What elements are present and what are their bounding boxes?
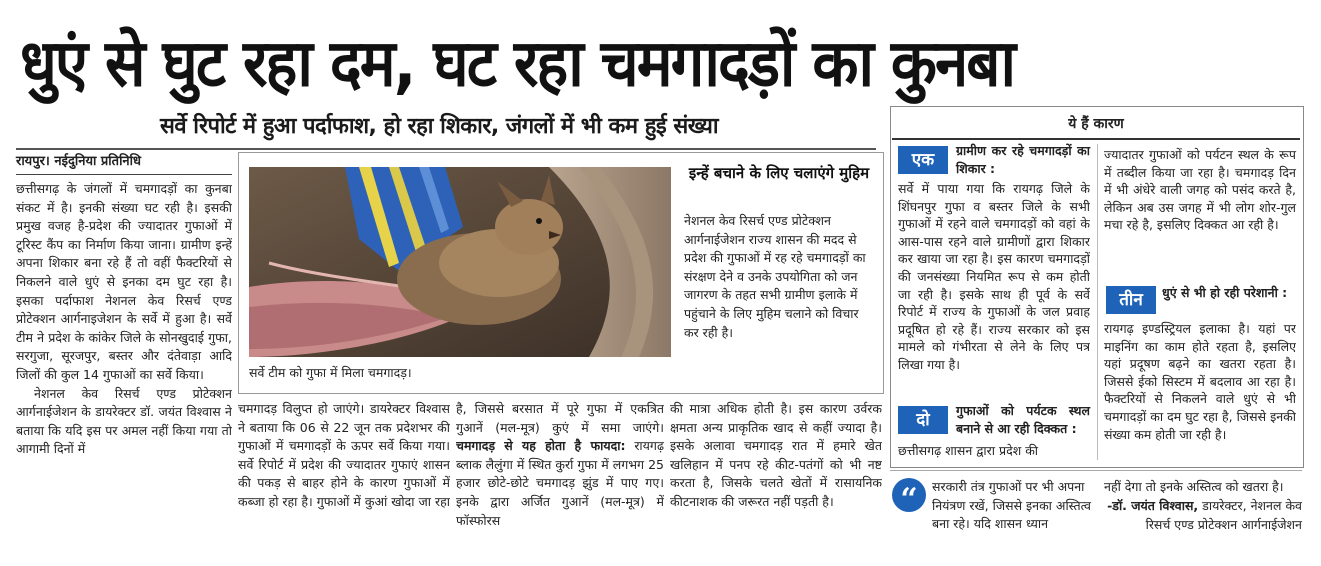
reason-2-badge: दो	[898, 406, 948, 434]
paragraph: रायगढ़ ब्लाक लैलुंगा में स्थित कुर्रा गुफा में लगभग 25 हजार छोटे-छोटे चमगादड़ झुंड में पाए गए। इनके द्वारा अर्जित गुआनें (मल-मूत्र) में फॉस्फोरस	[456, 438, 664, 528]
reason-1-badge: एक	[898, 146, 948, 174]
photo-caption: सर्वे टीम को गुफा में मिला चमगादड़।	[249, 365, 412, 380]
divider	[16, 174, 232, 175]
headline: धुएं से घुट रहा दम, घट रहा चमगादड़ों का कुनबा	[20, 25, 1015, 102]
divider	[890, 470, 1302, 471]
sidebar-title: इन्हें बचाने के लिए चलाएंगे मुहिम	[688, 164, 870, 182]
reason-1-body: सर्वे में पाया गया कि रायगढ़ जिले के शिंघनपुर गुफा व बस्तर जिले के सभी गुफाओं में रहने वाले चमगादड़ों को वहां के आस-पास रहने वाले ग्रामीणों द्वारा शिकार कर खाया जा रहा है। इस कारण चमगादड़ों की जनसंख्या नियमित रूप से कम होती जा रही है। इसके साथ ही पूर्व के सर्वे रिपोर्ट में राज्य के गुफाओं के जल प्रवाह प्रदूषित हो रहे हैं। राज्य सरकार को इस मामले को गंभीरता से लेने के लिए पत्र लिखा गया है।	[898, 181, 1090, 372]
reason-3-body: रायगढ़ इण्डस्ट्रियल इलाका है। यहां पर माइनिंग का काम होते रहता है, इसलिए यहां प्रदूषण बढ़ने का खतरा रहता है। जिससे ईको सिस्टम में बदलाव आ रहा है। फैक्टरियों से निकलने वाले धुएं से भी चमगादड़ों का दम घुट रहा है, जिससे इनकी संख्या कम होती जा रही है।	[1104, 321, 1296, 442]
reasons-title: ये हैं कारण	[1068, 116, 1124, 132]
article-column-3	[456, 400, 664, 560]
article-column-4: की मात्रा अधिक होती है। इस कारण उर्वरक क्षमता अन्य प्राकृतिक खाद से कहीं ज्यादा है। इसके अलावा चमगादड़ रात में हमारे खेत खलिहान में पनप रहे कीट-पतंगों को भी नष्ट करता है, जिसके चलते खेतों में रासायनिक कीटनाशक की जरूरत नहीं पड़ती है।	[670, 401, 882, 509]
byline: रायपुर। नईदुनिया प्रतिनिधि	[16, 154, 142, 169]
attribution-role: डायरेक्टर, नेशनल केव रिसर्च एण्ड प्रोटेक्शन आर्गनाईजेशन	[1145, 498, 1302, 532]
reason-1-heading: ग्रामीण कर रहे चमगादड़ों का शिकार :	[956, 143, 1090, 176]
reason-3-heading: धुएं से भी हो रही परेशानी :	[1162, 285, 1288, 300]
bat-photo	[249, 167, 671, 357]
reason-2-body: छत्तीसगढ़ शासन द्वारा प्रदेश की	[898, 443, 1039, 458]
paragraph: है, जिससे बरसात में पूरे गुफा में एकत्रित गुआनें (मल-मूत्र) कुएं में समा जाएंगे।	[456, 401, 664, 435]
divider	[892, 138, 1300, 140]
quote-text: सरकारी तंत्र गुफाओं पर भी अपना नियंत्रण रखें, जिससे इनका अस्तित्व बना रहे। यदि शासन ध्यान	[932, 479, 1091, 532]
inline-subheading: चमगादड़ से यह होता है फायदा:	[456, 438, 626, 454]
quote-icon: “	[892, 478, 926, 512]
reason-3-badge: तीन	[1106, 286, 1156, 314]
divider	[1097, 144, 1098, 460]
subheadline: सर्वे रिपोर्ट में हुआ पर्दाफाश, हो रहा शिकार, जंगलों में भी कम हुई संख्या	[160, 114, 719, 139]
quote-text-continued: नहीं देगा तो इनके अस्तित्व को खतरा है।	[1104, 479, 1284, 494]
sidebar-body: नेशनल केव रिसर्च एण्ड प्रोटेक्शन आर्गनाईजेशन राज्य शासन की मदद से प्रदेश की गुफाओं में रह रहे चमगादड़ों का संरक्षण देने व उनके उपयोगिता को जन जागरण के तहत सभी ग्रामीण इलाके में पहुंचाने के लिए मुहिम चलाने को विचार कर रही है।	[684, 213, 866, 340]
article-column-2: चमगादड़ विलुप्त हो जाएंगे। डायरेक्टर विश्वास ने बताया कि 06 से 22 जून तक प्रदेशभर की गुफाओं में चमगादड़ों के ऊपर सर्वे किया गया। सर्वे रिपोर्ट में प्रदेश की ज्यादातर गुफाएं शासन की पकड़ से बाहर होने के कारण गुफाओं में कब्जा हो रहा है। गुफाओं में कुआं खोदा जा रहा	[238, 401, 450, 509]
paragraph: छत्तीसगढ़ के जंगलों में चमगादड़ों का कुनबा संकट में है। इनकी संख्या घट रही है। इसकी प्रमुख वजह है-प्रदेश की ज्यादातर गुफाओं में टूरिस्ट कैंप का निर्माण किया जाना। ग्रामीण इन्हें अपना शिकार बना रहे हैं तो वहीं फैक्टरियों से निकलने वाले धुएं से इनका दम घुट रहा है। इसका पर्दाफाश नेशनल केव रिसर्च एण्ड प्रोटेक्शन आर्गनाइजेशन के सर्वे में हुआ है। सर्वे टीम ने प्रदेश के कांकेर जिले के सोनखुदाई गुफा, सरगुजा, सूरजपुर, बस्तर और दंतेवाड़ा आदि जिलों की कुल 14 गुफाओं का सर्वे किया।	[16, 181, 232, 382]
attribution-name: -डॉ. जयंत विश्वास,	[1107, 498, 1199, 513]
divider	[16, 148, 876, 150]
paragraph: नेशनल केव रिसर्च एण्ड प्रोटेक्शन आर्गनाईजेशन के डायरेक्टर डॉ. जयंत विश्वास ने बताया कि यदि इस पर अमल नहीं किया गया तो आगामी दिनों में	[16, 385, 232, 457]
article-column-1	[16, 180, 232, 560]
bat-photo-illustration	[249, 167, 671, 357]
quote-attribution	[1104, 497, 1302, 537]
reason-2-continued: ज्यादातर गुफाओं को पर्यटन स्थल के रूप में तब्दील किया जा रहा है। चमगादड़ दिन में भी अंधेरे वाली जगह को पसंद करते है, लेकिन अब उस जगह में भी लोग शोर-गुल मचा रहे है, इसलिए दिक्कत आ रही है।	[1104, 147, 1296, 233]
reason-2-heading: गुफाओं को पर्यटक स्थल बनाने से आ रही दिक्कत :	[956, 403, 1090, 436]
